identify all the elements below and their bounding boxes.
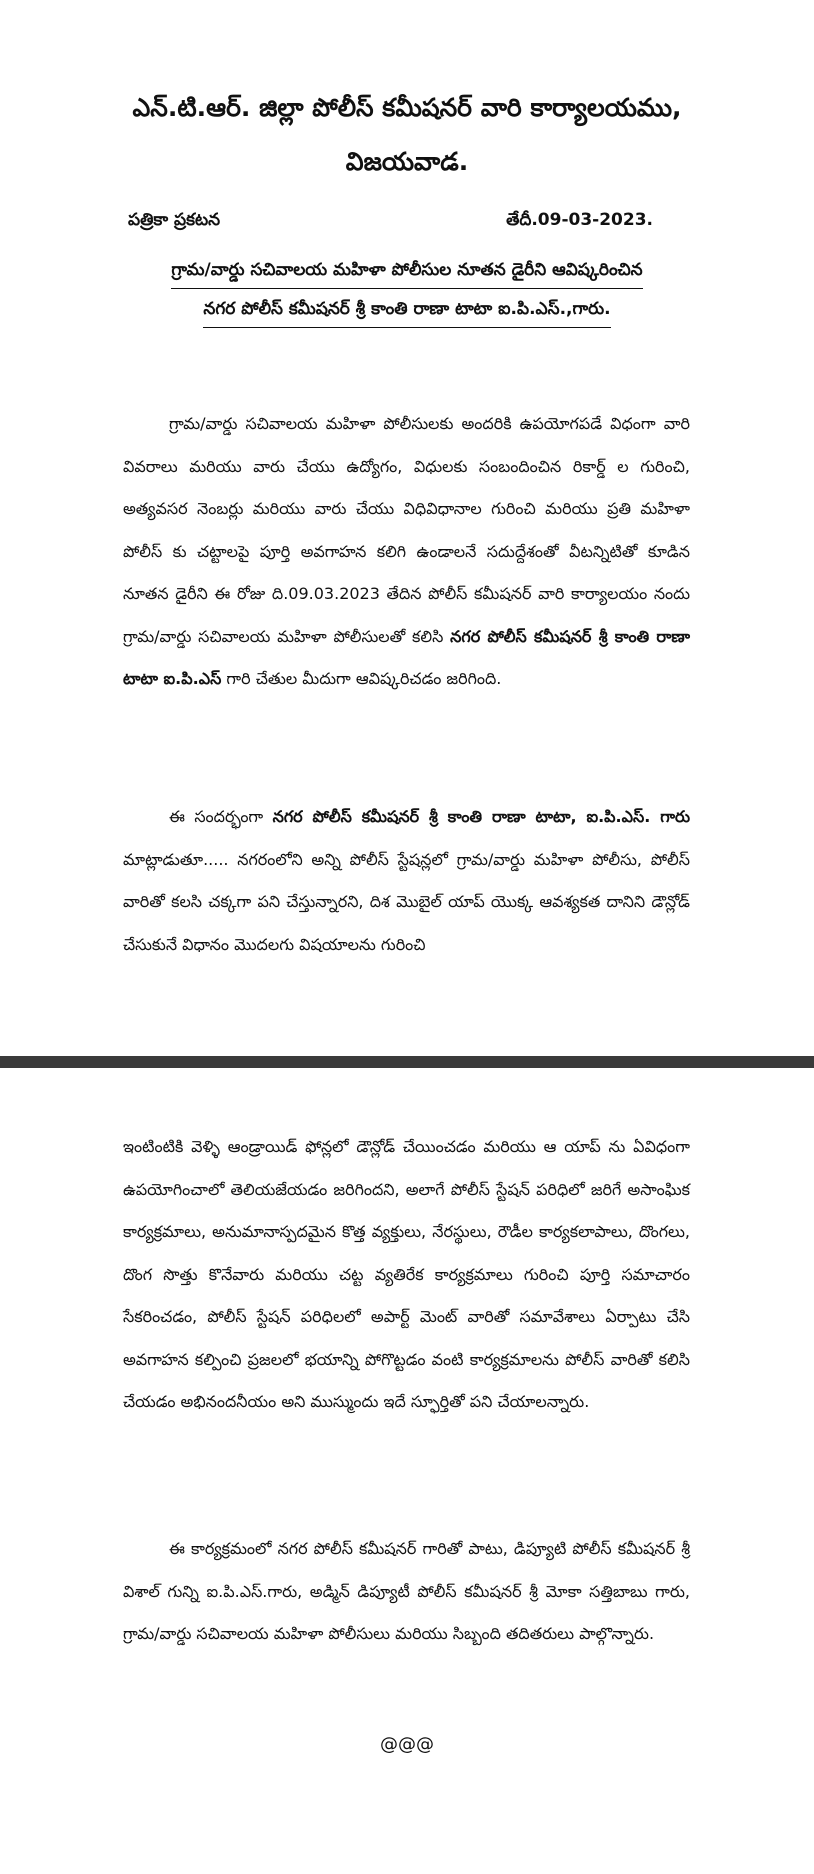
closing-marks: @@@ (380, 1734, 434, 1755)
paragraph-1-text-before: గ్రామ/వార్డు సచివాలయ మహిళా పోలీసులకు అందరికి ఉపయోగపడే విధంగా వారి వివరాలు మరియు వారు చేయు ఉద్యోగం, విధులకు సంబందించిన రికార్డ్ ల గురించి, అత్యవసర నెంబర్లు మరియు వారు చేయు విధివిధానాల గురించి మరియు ప్రతి మహిళా పోలీస్ కు చట్టాలపై పూర్తి అవగాహన కలిగి ఉండాలనే సదుద్దేశంతో వీటన్నిటితో కూడిన నూతన డైరీని ఈ రోజు ది.09.03.2023 తేదిన పోలీస్ కమీషనర్ వారి కార్యాలయం నందు గ్రామ/వార్డు సచివాలయ మహిళా పోలీసులతో కలిసి (123, 414, 690, 646)
paragraph-4 (123, 1528, 690, 1656)
paragraph-1 (123, 403, 690, 701)
paragraph-4-text: ఈ కార్యక్రమంలో నగర పోలీస్ కమీషనర్ గారితో పాటు, డిప్యూటి పోలీస్ కమీషనర్ శ్రీ విశాల్ గున్ని ఐ.పి.ఎస్.గారు, అడ్మిన్ డిప్యూటీ పోలీస్ కమీషనర్ శ్రీ మోకా సత్తిబాబు గారు, గ్రామ/వార్డు సచివాలయ మహిళా పోలీసులు మరియు సిబ్బంది తదితరులు పాల్గొన్నారు. (123, 1539, 690, 1643)
office-title: ఎన్.టి.ఆర్. జిల్లా పోలీస్ కమీషనర్ వారి కార్యాలయము, (132, 93, 682, 122)
subject-line-2: నగర పోలీస్ కమీషనర్ శ్రీ కాంతి రాణా టాటా ఐ.పి.ఎస్.,గారు. (203, 297, 610, 328)
paragraph-3: ఇంటింటికి వెళ్ళి ఆండ్రాయిడ్ ఫోన్లలో డౌన్లోడ్ చేయించడం మరియు ఆ యాప్ ను ఏవిధంగా ఉపయోగించాలో తెలియజేయడం జరిగిందని, అలాగే పోలీస్ స్టేషన్ పరిధిలో జరిగే అసాంఘిక కార్యక్రమాలు, అనుమానాస్పదమైన కొత్త వ్యక్తులు, నేరస్థులు, రౌడీల కార్యకలాపాలు, దొంగలు, దొంగ సొత్తు కొనేవారు మరియు చట్ట వ్యతిరేక కార్యక్రమాలు గురించి పూర్తి సమాచారం సేకరించడం, పోలీస్ స్టేషన్ పరిధిలలో అపార్ట్ మెంట్ వారితో సమావేశాలు ఏర్పాటు చేసి అవగాహన కల్పించి ప్రజలలో భయాన్ని పోగొట్టడం వంటి కార్యక్రమాలను పోలీస్ వారితో కలిసి చేయడం అభినందనీయం అని ముస్ముందు ఇదే స్ఫూర్తితో పని చేయాలన్నారు. (123, 1137, 690, 1411)
office-city: విజయవాడ. (345, 147, 469, 176)
paragraph-2-bold-name: నగర పోలీస్ కమీషనర్ శ్రీ కాంతి రాణా టాటా, ఐ.పి.ఎస్. గారు (272, 807, 690, 826)
press-release-label: పత్రికా ప్రకటన (128, 210, 221, 230)
paragraph-2-text-before: ఈ సందర్భంగా (169, 807, 273, 826)
paragraph-1-text-after: గారి చేతుల మీదుగా ఆవిష్కరిచడం జరిగింది. (221, 669, 502, 688)
paragraph-2 (123, 796, 690, 966)
paragraph-1-bold-name: నగర పోలీస్ కమీషనర్ శ్రీ కాంతి రాణా టాటా ఐ.పి.ఎస్ (123, 626, 690, 688)
page-divider (0, 1056, 814, 1068)
subject-line-1: గ్రామ/వార్డు సచివాలయ మహిళా పోలీసుల నూతన డైరీని ఆవిష్కరించిన (171, 258, 642, 289)
press-release-date: తేదీ.09-03-2023. (506, 210, 653, 230)
subject-heading (0, 258, 814, 336)
paragraph-2-text-after: మాట్లాడుతూ..... నగరంలోని అన్ని పోలీస్ స్టేషన్లలో గ్రామ/వార్డు మహిళా పోలీసు, పోలీస్ వారితో కలసి చక్కగా పని చేస్తున్నారని, దిశ మొబైల్ యాప్ యొక్క ఆవశ్యకత దానిని డౌన్లోడ్ చేసుకునే విధానం మొదలగు విషయాలను గురించి (123, 849, 690, 954)
